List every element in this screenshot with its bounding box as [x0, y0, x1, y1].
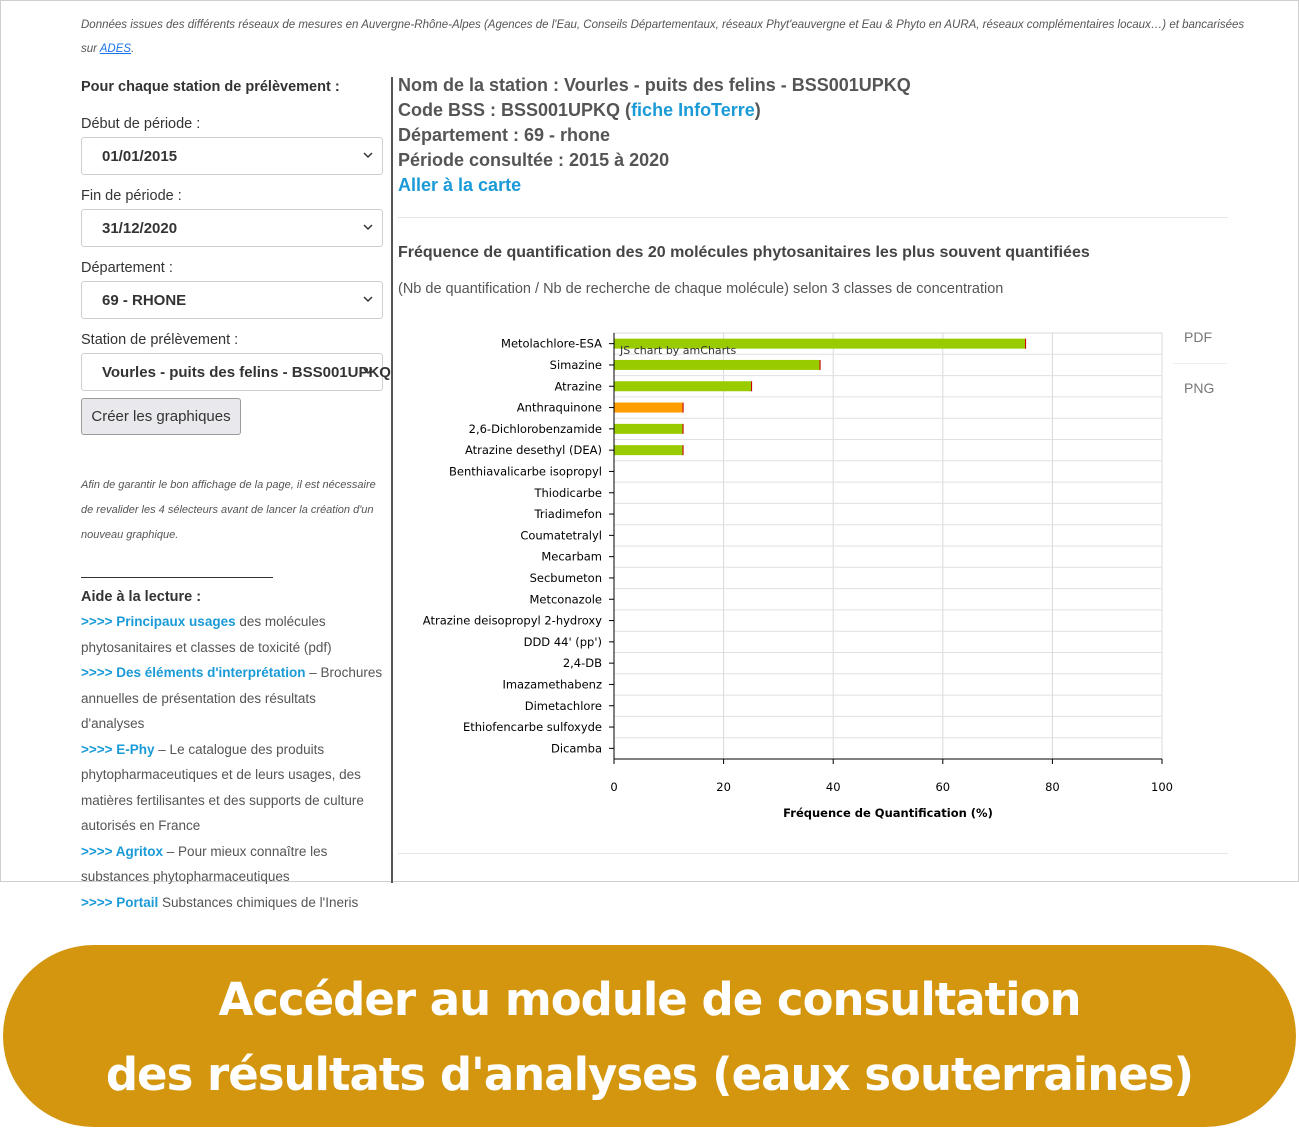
selection-panel: [81, 79, 391, 915]
help-item: [81, 890, 383, 916]
bar-segment[interactable]: [751, 381, 752, 391]
bar-segment[interactable]: [683, 424, 684, 434]
chevron-down-icon: [362, 149, 374, 161]
help-item-text: des molécules phytosanitaires et classes de toxicité (pdf): [81, 614, 332, 655]
category-label: Dicamba: [551, 741, 602, 756]
infoterre-link[interactable]: fiche InfoTerre: [631, 100, 755, 120]
help-item: [81, 609, 383, 660]
data-source-end: .: [131, 43, 135, 55]
bar-segment[interactable]: [820, 360, 821, 370]
station-code-text: Code BSS : BSS001UPKQ (: [398, 100, 632, 120]
revalidate-note: Afin de garantir le bon affichage de la page, il est nécessaire de revalider les 4 sélecteurs avant de lancer la création d'un nouveau graphique.: [81, 479, 376, 541]
x-tick-label: 0: [610, 780, 618, 794]
reading-help-title: Aide à la lecture :: [81, 589, 202, 605]
bar-segment[interactable]: [614, 381, 751, 391]
bar-segment[interactable]: [614, 403, 683, 413]
category-label: Benthiavalicarbe isopropyl: [449, 464, 602, 479]
chart-title: Fréquence de quantification des 20 molécules phytosanitaires les plus souvent quantifiées: [398, 244, 1090, 261]
bar-segment[interactable]: [614, 445, 683, 455]
category-label: Ethiofencarbe sulfoxyde: [462, 720, 602, 735]
end-date-label: Fin de période :: [81, 188, 182, 204]
station-code-end: ): [754, 100, 761, 120]
category-label: Atrazine: [554, 379, 602, 394]
chart-subtitle: (Nb de quantification / Nb de recherche de chaque molécule) selon 3 classes de concentration: [398, 281, 1004, 297]
category-label: Anthraquinone: [516, 400, 602, 415]
consultation-module-banner[interactable]: [3, 945, 1296, 1127]
category-label: DDD 44' (pp'): [523, 634, 602, 649]
category-label: Atrazine desethyl (DEA): [464, 443, 602, 458]
category-label: Atrazine deisopropyl 2-hydroxy: [422, 613, 602, 628]
station-department: Département : 69 - rhone: [398, 125, 611, 145]
help-item-text: – Le catalogue des produits phytopharmaceutiques et de leurs usages, des matières fertilisantes et des supports de culture autorisés en France: [81, 741, 364, 833]
x-axis-label: Fréquence de Quantification (%): [783, 806, 993, 820]
portail-link[interactable]: >>>> Portail: [81, 894, 159, 910]
section-divider: [398, 217, 1228, 218]
chevron-down-icon: [362, 293, 374, 305]
end-date-value: 31/12/2020: [102, 220, 178, 237]
section-divider: [398, 853, 1228, 854]
x-tick-label: 100: [1151, 780, 1173, 794]
agritox-link[interactable]: >>>> Agritox: [81, 843, 164, 859]
category-label: Metconazole: [529, 592, 602, 607]
category-label: Metolachlore-ESA: [501, 336, 602, 351]
bar-segment[interactable]: [1025, 339, 1026, 349]
category-label: Secbumeton: [529, 570, 602, 585]
ephy-link[interactable]: >>>> E-Phy: [81, 741, 155, 757]
start-date-value: 01/01/2015: [102, 148, 178, 165]
banner-line-2: des résultats d'analyses (eaux souterraines): [105, 1048, 1194, 1101]
help-item: [81, 737, 383, 839]
station-select[interactable]: [81, 353, 391, 391]
frequency-bar-chart: [398, 323, 1178, 833]
bar-segment[interactable]: [683, 403, 684, 413]
x-tick-label: 80: [1045, 780, 1060, 794]
station-info: [398, 73, 911, 198]
export-divider: [1173, 363, 1227, 364]
start-date-select[interactable]: [81, 137, 383, 175]
station-name: Nom de la station : Vourles - puits des felins - BSS001UPKQ: [398, 75, 911, 95]
station-period: Période consultée : 2015 à 2020: [398, 150, 670, 170]
category-label: Imazamethabenz: [502, 677, 602, 692]
reading-help-list: [81, 609, 383, 915]
category-label: Simazine: [549, 357, 602, 372]
bar-segment[interactable]: [614, 360, 820, 370]
help-item-text: Substances chimiques de l'Ineris: [158, 894, 359, 910]
amcharts-credit[interactable]: JS chart by amCharts: [620, 344, 737, 357]
principaux-usages-link[interactable]: >>>> Principaux usages: [81, 614, 236, 629]
department-value: 69 - RHONE: [102, 292, 187, 309]
x-tick-label: 60: [935, 780, 951, 794]
station-value: Vourles - puits des felins - BSS001UPKQ: [102, 364, 391, 381]
export-pdf-button[interactable]: PDF: [1184, 329, 1212, 345]
form-heading: Pour chaque station de prélèvement :: [81, 79, 340, 95]
category-label: 2,4-DB: [562, 656, 602, 671]
data-source-note: [81, 13, 1261, 61]
help-item-text: – Brochures annuelles de présentation des résultats d'analyses: [81, 665, 383, 731]
category-label: Dimetachlore: [524, 698, 602, 713]
divider: [81, 577, 273, 578]
bar-segment[interactable]: [683, 445, 684, 455]
category-label: Thiodicarbe: [534, 485, 602, 500]
station-label: Station de prélèvement :: [81, 332, 239, 348]
category-label: Triadimefon: [534, 507, 602, 522]
go-to-map-link[interactable]: Aller à la carte: [398, 175, 522, 195]
ades-link[interactable]: ADES: [99, 43, 132, 55]
panel-separator: [391, 77, 393, 883]
interpretation-link[interactable]: >>>> Des éléments d'interprétation: [81, 665, 306, 680]
department-label: Département :: [81, 260, 173, 276]
x-tick-label: 20: [716, 780, 731, 794]
banner-line-1: Accéder au module de consultation: [218, 973, 1081, 1026]
category-label: Coumatetralyl: [520, 528, 602, 543]
station-code: [398, 98, 911, 123]
help-item: [81, 660, 383, 737]
help-item: [81, 839, 383, 890]
end-date-select[interactable]: [81, 209, 383, 247]
help-item-text: – Pour mieux connaître les substances phytopharmaceutiques: [81, 843, 328, 884]
x-tick-label: 40: [825, 780, 841, 794]
data-source-text: Données issues des différents réseaux de mesures en Auvergne-Rhône-Alpes (Agences de l'Eau, Conseils Départementaux, réseaux Phyt'eauvergne et Eau & Phyto en AURA, réseaux complémentaires locaux…) et bancarisées sur: [81, 19, 1245, 55]
export-png-button[interactable]: PNG: [1184, 380, 1215, 396]
department-select[interactable]: [81, 281, 383, 319]
bar-segment[interactable]: [614, 424, 683, 434]
start-date-label: Début de période :: [81, 116, 201, 132]
chevron-down-icon: [362, 221, 374, 233]
category-label: 2,6-Dichlorobenzamide: [468, 421, 602, 436]
chevron-down-icon: [362, 365, 374, 377]
category-label: Mecarbam: [541, 549, 602, 564]
create-charts-button[interactable]: Créer les graphiques: [81, 398, 241, 435]
